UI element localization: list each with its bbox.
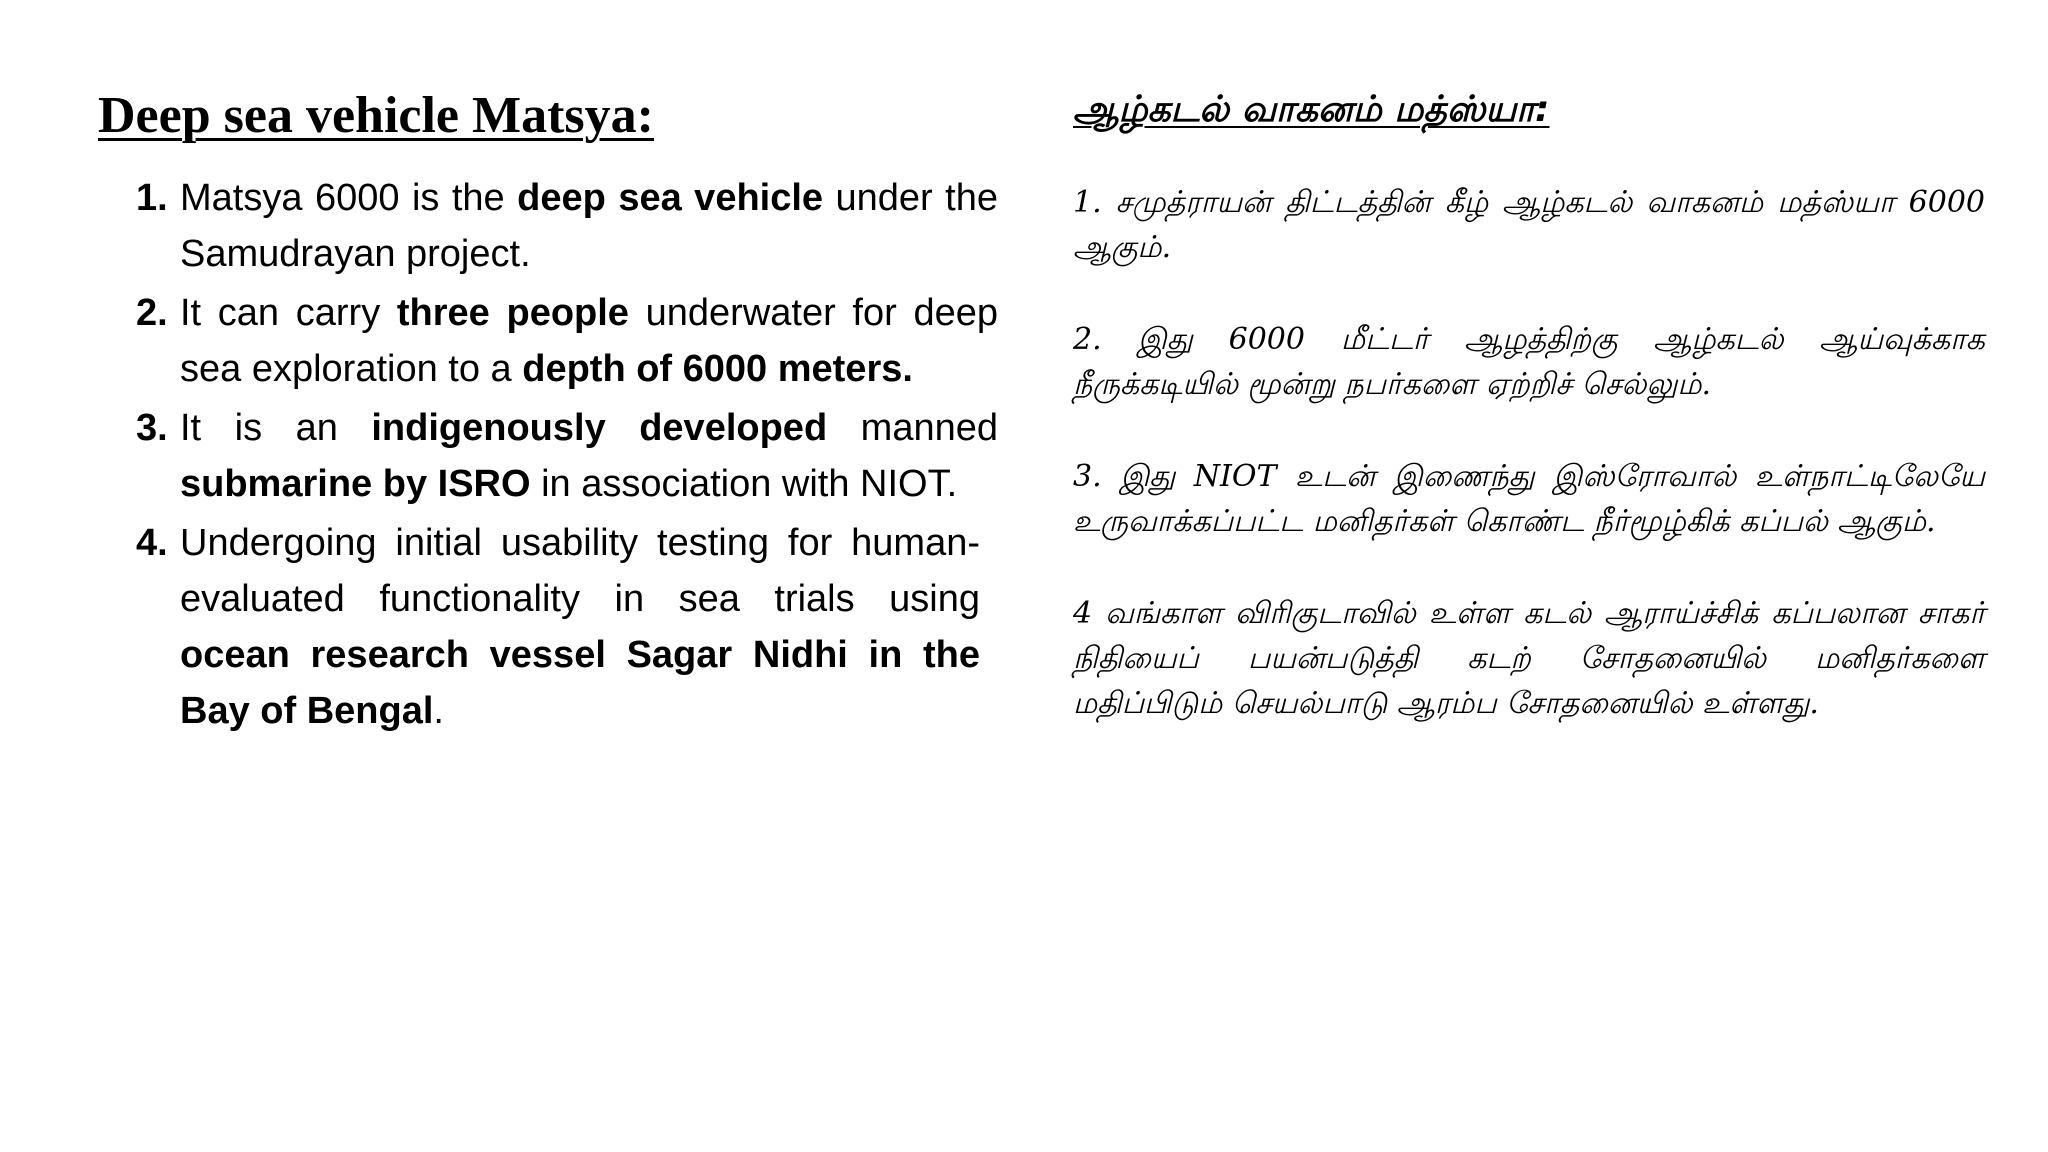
tamil-title: ஆழ்கடல் வாகனம் மத்ஸ்யா: [1073,89,1550,130]
point-number: 2. [136,292,168,334]
point-text: It is an indigenously developed manned submarine by ISRO in association with NIOT. [180,407,998,505]
tamil-point-1: 1. சமுத்ராயன் திட்டத்தின் கீழ் ஆழ்கடல் வாகனம் மத்ஸ்யா 6000 ஆகும். [1073,185,1985,265]
english-title: Deep sea vehicle Matsya: [98,87,654,144]
english-point-3 [98,400,998,512]
english-column [98,84,998,742]
point-text: It can carry three people underwater for deep sea exploration to a depth of 6000 meters. [180,292,998,390]
tamil-point-4: 4 வங்காள விரிகுடாவில் உள்ள கடல் ஆராய்ச்சிக் கப்பலான சாகர் நிதியைப் பயன்படுத்தி கடற் சோதனையில் மனிதர்களை மதிப்பிடும் செயல்பாடு ஆரம்ப சோதனையில் உள்ளது. [1073,596,1985,721]
english-point-4 [98,515,980,739]
english-point-2 [98,285,998,397]
tamil-point-3: 3. இது NIOT உடன் இணைந்து இஸ்ரோவால் உள்நாட்டிலேயே உருவாக்கப்பட்ட மனிதர்கள் கொண்ட நீர்மூழ்கிக் கப்பல் ஆகும். [1073,459,1985,539]
point-number: 3. [136,407,168,449]
point-text: Matsya 6000 is the deep sea vehicle under the Samudrayan project. [180,177,998,275]
tamil-point-2: 2. இது 6000 மீட்டர் ஆழத்திற்கு ஆழ்கடல் ஆய்வுக்காக நீருக்கடியில் மூன்று நபர்களை ஏற்றிச் செல்லும். [1073,322,1985,402]
english-point-list [98,170,998,739]
point-text: Undergoing initial usability testing for human-evaluated functionality in sea trials using ocean research vessel Sagar Nidhi in the Bay of Bengal. [180,522,980,732]
english-point-1 [98,170,998,282]
point-number: 1. [136,177,168,219]
point-number: 4. [136,522,168,564]
tamil-column [1073,84,1985,773]
